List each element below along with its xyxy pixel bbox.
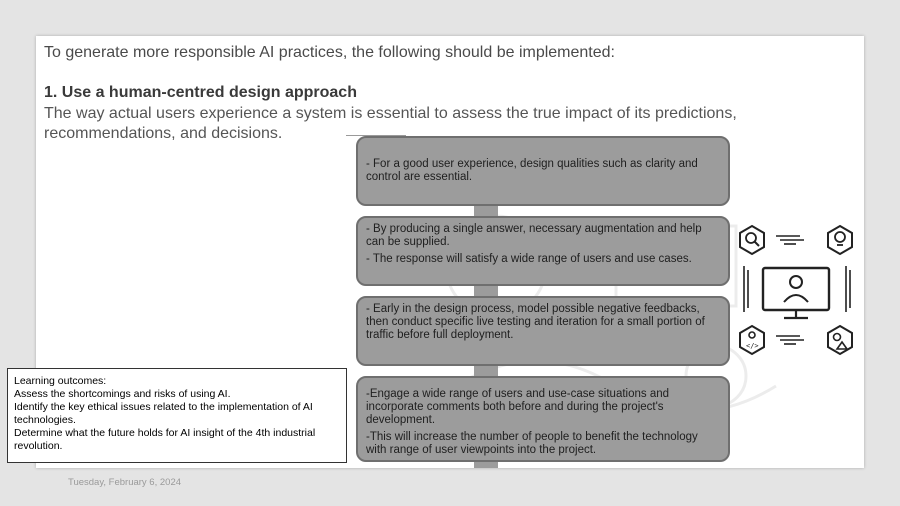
connector-icon	[776, 336, 804, 344]
note-box	[356, 216, 730, 286]
lightbulb-icon	[828, 226, 852, 254]
learning-outcome-item: Assess the shortcomings and risks of using AI.	[14, 388, 231, 400]
icon-cluster	[736, 220, 858, 360]
note-box	[356, 136, 730, 206]
section-description: The way actual users experience a system is essential to assess the true impact of its predictions, recommendations, and decisions.	[44, 105, 737, 142]
footer-date: Tuesday, February 6, 2024	[68, 477, 182, 488]
note-text: - Early in the design process, model possible negative feedbacks, then conduct specific live testing and iteration for a small portion of traffic before full deployment.	[366, 303, 705, 341]
learning-outcomes-title: Learning outcomes:	[14, 375, 107, 387]
search-gear-icon	[740, 226, 764, 254]
note-box	[356, 376, 730, 462]
note-text: -This will increase the number of people to benefit the technology with range of user viewpoints into the project.	[366, 431, 698, 456]
connector-icon	[744, 266, 850, 312]
learning-outcome-item: Identify the key ethical issues related to the implementation of AI technologies.	[14, 401, 313, 426]
user-monitor-icon	[763, 268, 829, 318]
code-person-icon	[740, 326, 764, 354]
slide-intro: To generate more responsible AI practices, the following should be implemented:	[44, 44, 615, 61]
note-text: - For a good user experience, design qualities such as clarity and control are essential.	[366, 158, 698, 183]
note-text: -Engage a wide range of users and use-case situations and incorporate comments both before and during the project's development.	[366, 388, 670, 426]
connector-icon	[776, 236, 804, 244]
svg-text:</>: </>	[746, 342, 759, 350]
section-heading: 1. Use a human-centred design approach	[44, 84, 357, 101]
note-text: - The response will satisfy a wide range of users and use cases.	[366, 253, 692, 265]
learning-outcomes-box	[7, 368, 347, 463]
note-text: - By producing a single answer, necessary augmentation and help can be supplied.	[366, 223, 702, 248]
note-box	[356, 296, 730, 366]
shapes-icon	[828, 326, 852, 354]
learning-outcome-item: Determine what the future holds for AI insight of the 4th industrial revolution.	[14, 427, 316, 452]
